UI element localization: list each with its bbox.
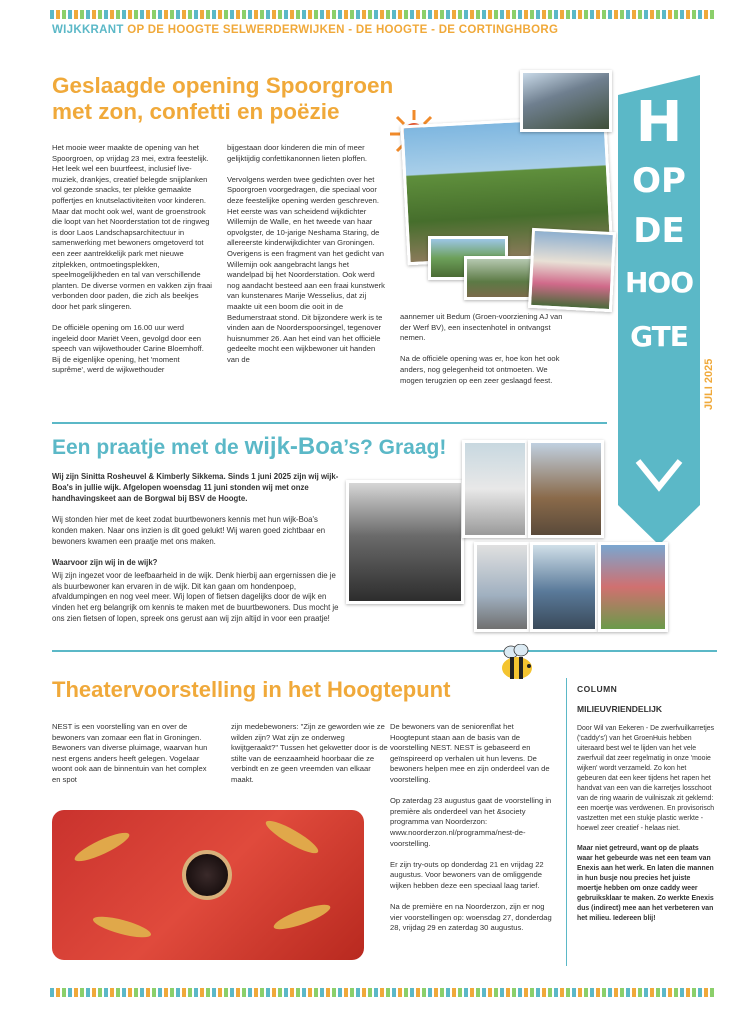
article1-col3 [400,312,565,397]
article1-col2 [227,143,387,376]
article2-subhead: Waarvoor zijn wij in de wijk? [52,557,158,567]
photo-boa-2 [528,440,604,538]
birdhouse-hole [182,850,232,900]
banner-letters-hoo: HOO [624,266,694,299]
article1-col2-p1: bijgestaan door kinderen die min of meer gelijktijdig confettikanonnen lieten ploffen. [227,143,368,163]
article1-col1 [52,143,212,387]
issue-date: JULI 2025 [703,358,715,410]
article1-col2-p2: Vervolgens werden twee gedichten over het Spoorgroen voorgedragen, die speciaal voor deze feestelijke opening werden geschreven. Het eerste was van scheidend wijkdichter Willemijn de Walle, en het tweede van haar opvolgster, de 10-jarige Neshama Staring, de allereerste kinderwijkdichter van Groningen. Overigens is een fragment van het gedicht van Willemijn ook aangebracht langs het wandelpad bij het Noorderstation. Ook werd nog aandacht besteed aan een fraai kunstwerk van kunstenares Marije Wesselius, dat zij maakte uit een boom die ooit in de Bedumerstraat stond. Dit bijzondere werk is te vinden aan de Noorderspoorsingel, tegenover huisnummer 26. Aan het eind van het officiële gedeelte mocht een wijkbewoner uit handen van de [227,174,385,364]
article2-title-pre: Een praatje met de [52,436,245,459]
article3-col3 [390,722,555,944]
article3-col1-text: NEST is een voorstelling van en over de bewoners van zomaar een flat in Groningen. Bewoners van diverse pluimage, waarvan hun nest ergens anders heeft gelegen. Vogelaar woont ook aan de binnentuin van het complex en spot [52,722,208,784]
article2-p1: Wij stonden hier met de keet zodat buurtbewoners kennis met hun wijk-Boa's konden maken. Naar ons inzien is dit goed gelukt! Wij waren goed zichtbaar en bewoners kwamen een praatje met ons maken. [52,514,326,546]
banner-letter-h: H [635,90,683,155]
photo-boa-van [530,542,598,632]
photo-bench [464,256,534,300]
article3-col2 [231,722,391,796]
photo-crowd [520,70,612,132]
article2-p2: Wij zijn ingezet voor de leefbaarheid in de wijk. Denk hierbij aan ergernissen die je als buurbewoner kan ervaren in de wijk. Dit kan gaan om hondenpoep, afvaldumpingen en nog veel meer. Wij lopen of fietsen dagelijks door de wijk en vinden het erg belangrijk om kennis te maken met de buurtbewoners. Dus mocht je ons zien fietsen of lopen, spreek ons gerust aan wij zijn altijd in voor een praatje! [52,570,339,623]
chevron-down-icon [634,455,684,495]
photo-boa-team [346,480,464,604]
leaf-decoration [72,828,132,866]
article2-title-highlight: wijk-Boa [244,433,344,460]
article3-col1 [52,722,212,796]
article1-col3-p1: aannemer uit Bedum (Groen-voorziening AJ van der Werf BV), een insectenhotel in ontvangst nemen. [400,312,563,343]
article2-intro: Wij zijn Sinitta Rosheuvel & Kimberly Sikkema. Sinds 1 juni 2025 zijn wij wijk-Boa's in jullie wijk. Afgelopen woensdag 11 juni stonden wij met onze handhavingskeet aan de Borgwal bij BSV de Hoogte. [52,472,339,503]
leaf-decoration [263,816,322,858]
photo-boa-1 [462,440,528,538]
photo-poet [528,228,616,312]
article1-col1-p1: Het mooie weer maakte de opening van het Spoorgroen, op vrijdag 23 mei, extra feestelijk. Het leek wel een buurtfeest, inclusief live-muziek, drankjes, creatief belegde snijplanken vol gezonde snacks, ter plekke gemaakte poffertjes en knutselactiviteiten voor kinderen. Maar dat mocht ook wel, want de groenstrook die loopt van het Noorderstation tot de ringweg is door Laos Landschapsarchitectuur in samenwerking met bewoners omgetoverd tot een zeer aantrekkelijk park met nieuwe zitplekken, ontmoetingsplekken, speelmogelijkheden en tal van verschillende planten. De diverse vormen en vakken zijn fraai verbonden door paden, die zich als beekjes door het park slingeren. [52,143,212,311]
article3-col2-text: zijn medebewoners: "Zijn ze geworden wie ze wilden zijn? Wat zijn ze onderweg kwijtgeraakt?" Tussen het gekwetter door is de stilte van de eenzaamheid hoorbaar die ze verbindt en ze geen vreemden van elkaar maakt. [231,722,388,784]
article3-col3-p3: Er zijn try-outs op donderdag 21 en vrijdag 22 augustus. Voor bewoners van de omliggende wijken hebben deze een speciaal laag tarief. [390,859,544,890]
banner-letters-de: DE [633,211,685,251]
bee-icon [497,644,537,682]
column-box [566,678,716,966]
leaf-decoration [271,900,332,934]
article3-col3-p1: De bewoners van de seniorenflat het Hoogtepunt staan aan de basis van de voorstelling NEST. NEST is gebaseerd en geïnspireerd op verhalen uit hun levens. De bewoners helpen mee en zijn onderdeel van de voorstelling. [390,722,550,784]
article3-col3-p4: Na de première en na Noorderzon, zijn er nog vier voorstellingen op: woensdag 27, donderdag 28, vrijdag 29 en zaterdag 30 augustus. [390,902,552,933]
banner-letters-gte: GTE [630,320,688,353]
photo-boa-4 [598,542,668,632]
article1-col1-p2: De officiële opening om 16.00 uur werd ingeleid door Mariët Veen, gevolgd door een speech van wijkwethouder Carine Bloemhoff. Bij de eigenlijke opening, het 'moment suprême', werd de wijkwethouder [52,323,204,375]
divider-2 [52,650,717,652]
article2-body [52,472,340,635]
article2-title [52,433,446,461]
masthead-subtitle: OP DE HOOGTE SELWERDERWIJKEN - DE HOOGTE - DE CORTINGHBORG [123,24,559,36]
article3-title: Theatervoorstelling in het Hoogtepunt [52,677,451,702]
hoogte-banner [618,75,700,545]
column-label: COLUMN [577,684,618,694]
photo-boa-3 [474,542,530,632]
banner-letters-op: OP [632,161,686,201]
column-p2: Maar niet getreurd, want op de plaats waar het gebeurde was net een team van Enexis aan het werk. En laten die mannen in hun busje nou precies het juiste moertje hebben om onze caddy weer gebruiksklaar te maken. Zo werkte Enexis dus (indirect) mee aan het verbeteren van het milieu. Iedereen blij! [577,845,714,922]
photo-birdhouse [52,810,364,960]
article1-col3-p2: Na de officiële opening was er, hoe kon het ook anders, nog gelegenheid tot ontmoeten. We mogen terugzien op een zeer geslaagd feest. [400,354,560,385]
article1-title: Geslaagde opening Spoorgroen met zon, confetti en poëzie [52,73,394,124]
leaf-decoration [91,912,153,941]
masthead-brand: WIJKKRANT [52,24,124,36]
article2-title-post: ’s? Graag! [343,436,447,459]
article3-col3-p2: Op zaterdag 23 augustus gaat de voorstelling in première als onderdeel van het &society programma van Noorderzon: www.noorderzon.nl/programma/nest-de-voorstelling. [390,796,552,848]
column-p1: Door Wil van Eekeren - De zwerfvuilkarretjes ('caddy's') van het GroenHuis hebben uiteraard best wel te lijden van het vele zwerfvuil dat zeer regelmatig in onze 'mooie wijken' wordt verzameld. Zo kon het gebeuren dat een keer tijdens het rapen het handvat van een van die karretjes losschoot van de ring waarin de vuilniszak zit geklemd: een moertje was verdwenen. En provisorisch vastzetten met een stukje plastic werkte - hoewel zeer creatief - helaas niet. [577,725,715,832]
top-stripe [50,10,715,19]
bottom-stripe [50,988,715,997]
masthead [52,24,558,36]
divider-1 [52,422,607,424]
column-title: MILIEUVRIENDELIJK [577,704,663,714]
